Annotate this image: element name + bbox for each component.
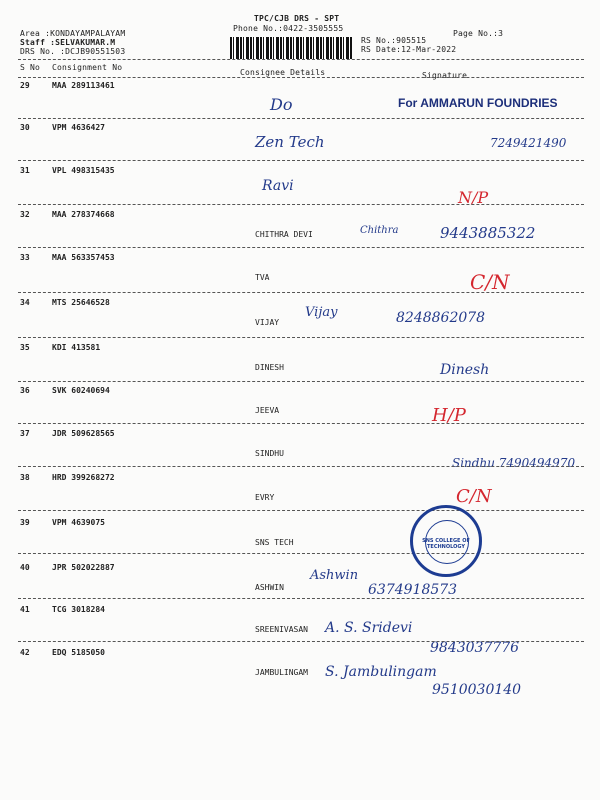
- row-consignee-name: ASHWIN: [255, 583, 284, 592]
- row-sno: 29: [20, 81, 30, 90]
- row-consignment-no: EDQ 5185050: [52, 648, 105, 657]
- row-divider: [18, 466, 584, 467]
- row-consignee-name: SINDHU: [255, 449, 284, 458]
- college-stamp: [410, 505, 482, 577]
- row-sno: 33: [20, 253, 30, 262]
- row-consignment-no: VPM 4636427: [52, 123, 105, 132]
- row-divider: [18, 598, 584, 599]
- row-consignment-no: VPL 498315435: [52, 166, 115, 175]
- row-consignee-name: SNS TECH: [255, 538, 294, 547]
- row-signature: 8248862078: [396, 310, 486, 326]
- row-sno: 35: [20, 343, 30, 352]
- row-sno: 36: [20, 386, 30, 395]
- drs-number: DRS No. :DCJB90551503: [20, 47, 126, 56]
- column-rule: [18, 77, 584, 78]
- row-divider: [18, 160, 584, 161]
- row-consignment-no: JPR 502022887: [52, 563, 115, 572]
- row-consignment-no: MAA 278374668: [52, 210, 115, 219]
- row-divider: [18, 553, 584, 554]
- row-consignee-name: TVA: [255, 273, 270, 282]
- row-consignment-no: SVK 60240694: [52, 386, 110, 395]
- column-consignment: Consignment No: [52, 63, 123, 72]
- row-signature: 6374918573: [368, 582, 458, 598]
- row-sno: 38: [20, 473, 30, 482]
- row-sno: 41: [20, 605, 30, 614]
- row-divider: [18, 337, 584, 338]
- row-consignment-no: JDR 509628565: [52, 429, 115, 438]
- row-signature: For AMMARUN FOUNDRIES: [398, 96, 558, 110]
- row-signature: Dinesh: [440, 362, 490, 378]
- row-handwritten-note: Zen Tech: [255, 133, 325, 151]
- row-consignment-no: HRD 399268272: [52, 473, 115, 482]
- row-handwritten-note: S. Jambulingam: [325, 664, 437, 680]
- row-consignment-no: KDI 413581: [52, 343, 101, 352]
- row-divider: [18, 118, 584, 119]
- row-signature: 9443885322: [440, 224, 536, 242]
- row-signature: H/P: [432, 405, 466, 426]
- page-number: Page No.:3: [453, 29, 504, 38]
- row-consignee-name: JAMBULINGAM: [255, 668, 308, 677]
- row-handwritten-note: A. S. Sridevi: [325, 620, 413, 636]
- row-sno: 42: [20, 648, 30, 657]
- row-divider: [18, 204, 584, 205]
- column-consignee: Consignee Details: [240, 68, 326, 77]
- row-signature: C/N: [470, 270, 510, 294]
- row-handwritten-note: Ravi: [262, 178, 294, 194]
- row-sno: 39: [20, 518, 30, 527]
- row-sno: 30: [20, 123, 30, 132]
- row-signature: C/N: [456, 486, 492, 507]
- column-sno: S No: [20, 63, 41, 72]
- row-consignment-no: VPM 4639075: [52, 518, 105, 527]
- column-signature: Signature: [422, 71, 468, 80]
- document-title: TPC/CJB DRS - SPT: [254, 14, 340, 23]
- row-sno: 40: [20, 563, 30, 572]
- row-consignee-name: CHITHRA DEVI: [255, 230, 313, 239]
- rs-number: RS No.:905515: [361, 36, 427, 45]
- row-consignment-no: TCG 3018284: [52, 605, 105, 614]
- row-handwritten-note: Do: [270, 95, 293, 114]
- row-divider: [18, 510, 584, 511]
- phone-number: Phone No.:0422-3505555: [233, 24, 344, 33]
- row-sno: 34: [20, 298, 30, 307]
- row-consignment-no: MAA 563357453: [52, 253, 115, 262]
- row-signature: 9510030140: [432, 682, 522, 698]
- rs-date: RS Date:12-Mar-2022: [361, 45, 457, 54]
- row-sno: 31: [20, 166, 30, 175]
- row-divider: [18, 423, 584, 424]
- row-divider: [18, 641, 584, 642]
- row-consignment-no: MTS 25646528: [52, 298, 110, 307]
- row-signature: Sindhu 7490494970: [452, 456, 576, 470]
- row-handwritten-note: Chithra: [360, 225, 399, 236]
- row-signature: 9843037776: [430, 640, 520, 656]
- row-signature: N/P: [458, 188, 489, 207]
- row-sno: 32: [20, 210, 30, 219]
- area-label: Area :KONDAYAMPALAYAM: [20, 29, 126, 38]
- row-consignee-name: JEEVA: [255, 406, 280, 415]
- header-rule: [18, 59, 584, 60]
- row-consignee-name: EVRY: [255, 493, 275, 502]
- stamp-text: SNS COLLEGE OF TECHNOLOGY: [422, 538, 470, 550]
- row-handwritten-note: Vijay: [305, 305, 338, 320]
- row-consignee-name: VIJAY: [255, 318, 280, 327]
- staff-label: Staff :SELVAKUMAR.M: [20, 38, 116, 47]
- row-handwritten-note: Ashwin: [310, 568, 359, 583]
- row-divider: [18, 381, 584, 382]
- row-divider: [18, 292, 584, 293]
- row-consignee-name: SREENIVASAN: [255, 625, 308, 634]
- row-consignee-name: DINESH: [255, 363, 284, 372]
- row-signature: 7249421490: [490, 136, 567, 150]
- row-consignment-no: MAA 289113461: [52, 81, 115, 90]
- barcode: [230, 37, 352, 59]
- row-divider: [18, 247, 584, 248]
- row-sno: 37: [20, 429, 30, 438]
